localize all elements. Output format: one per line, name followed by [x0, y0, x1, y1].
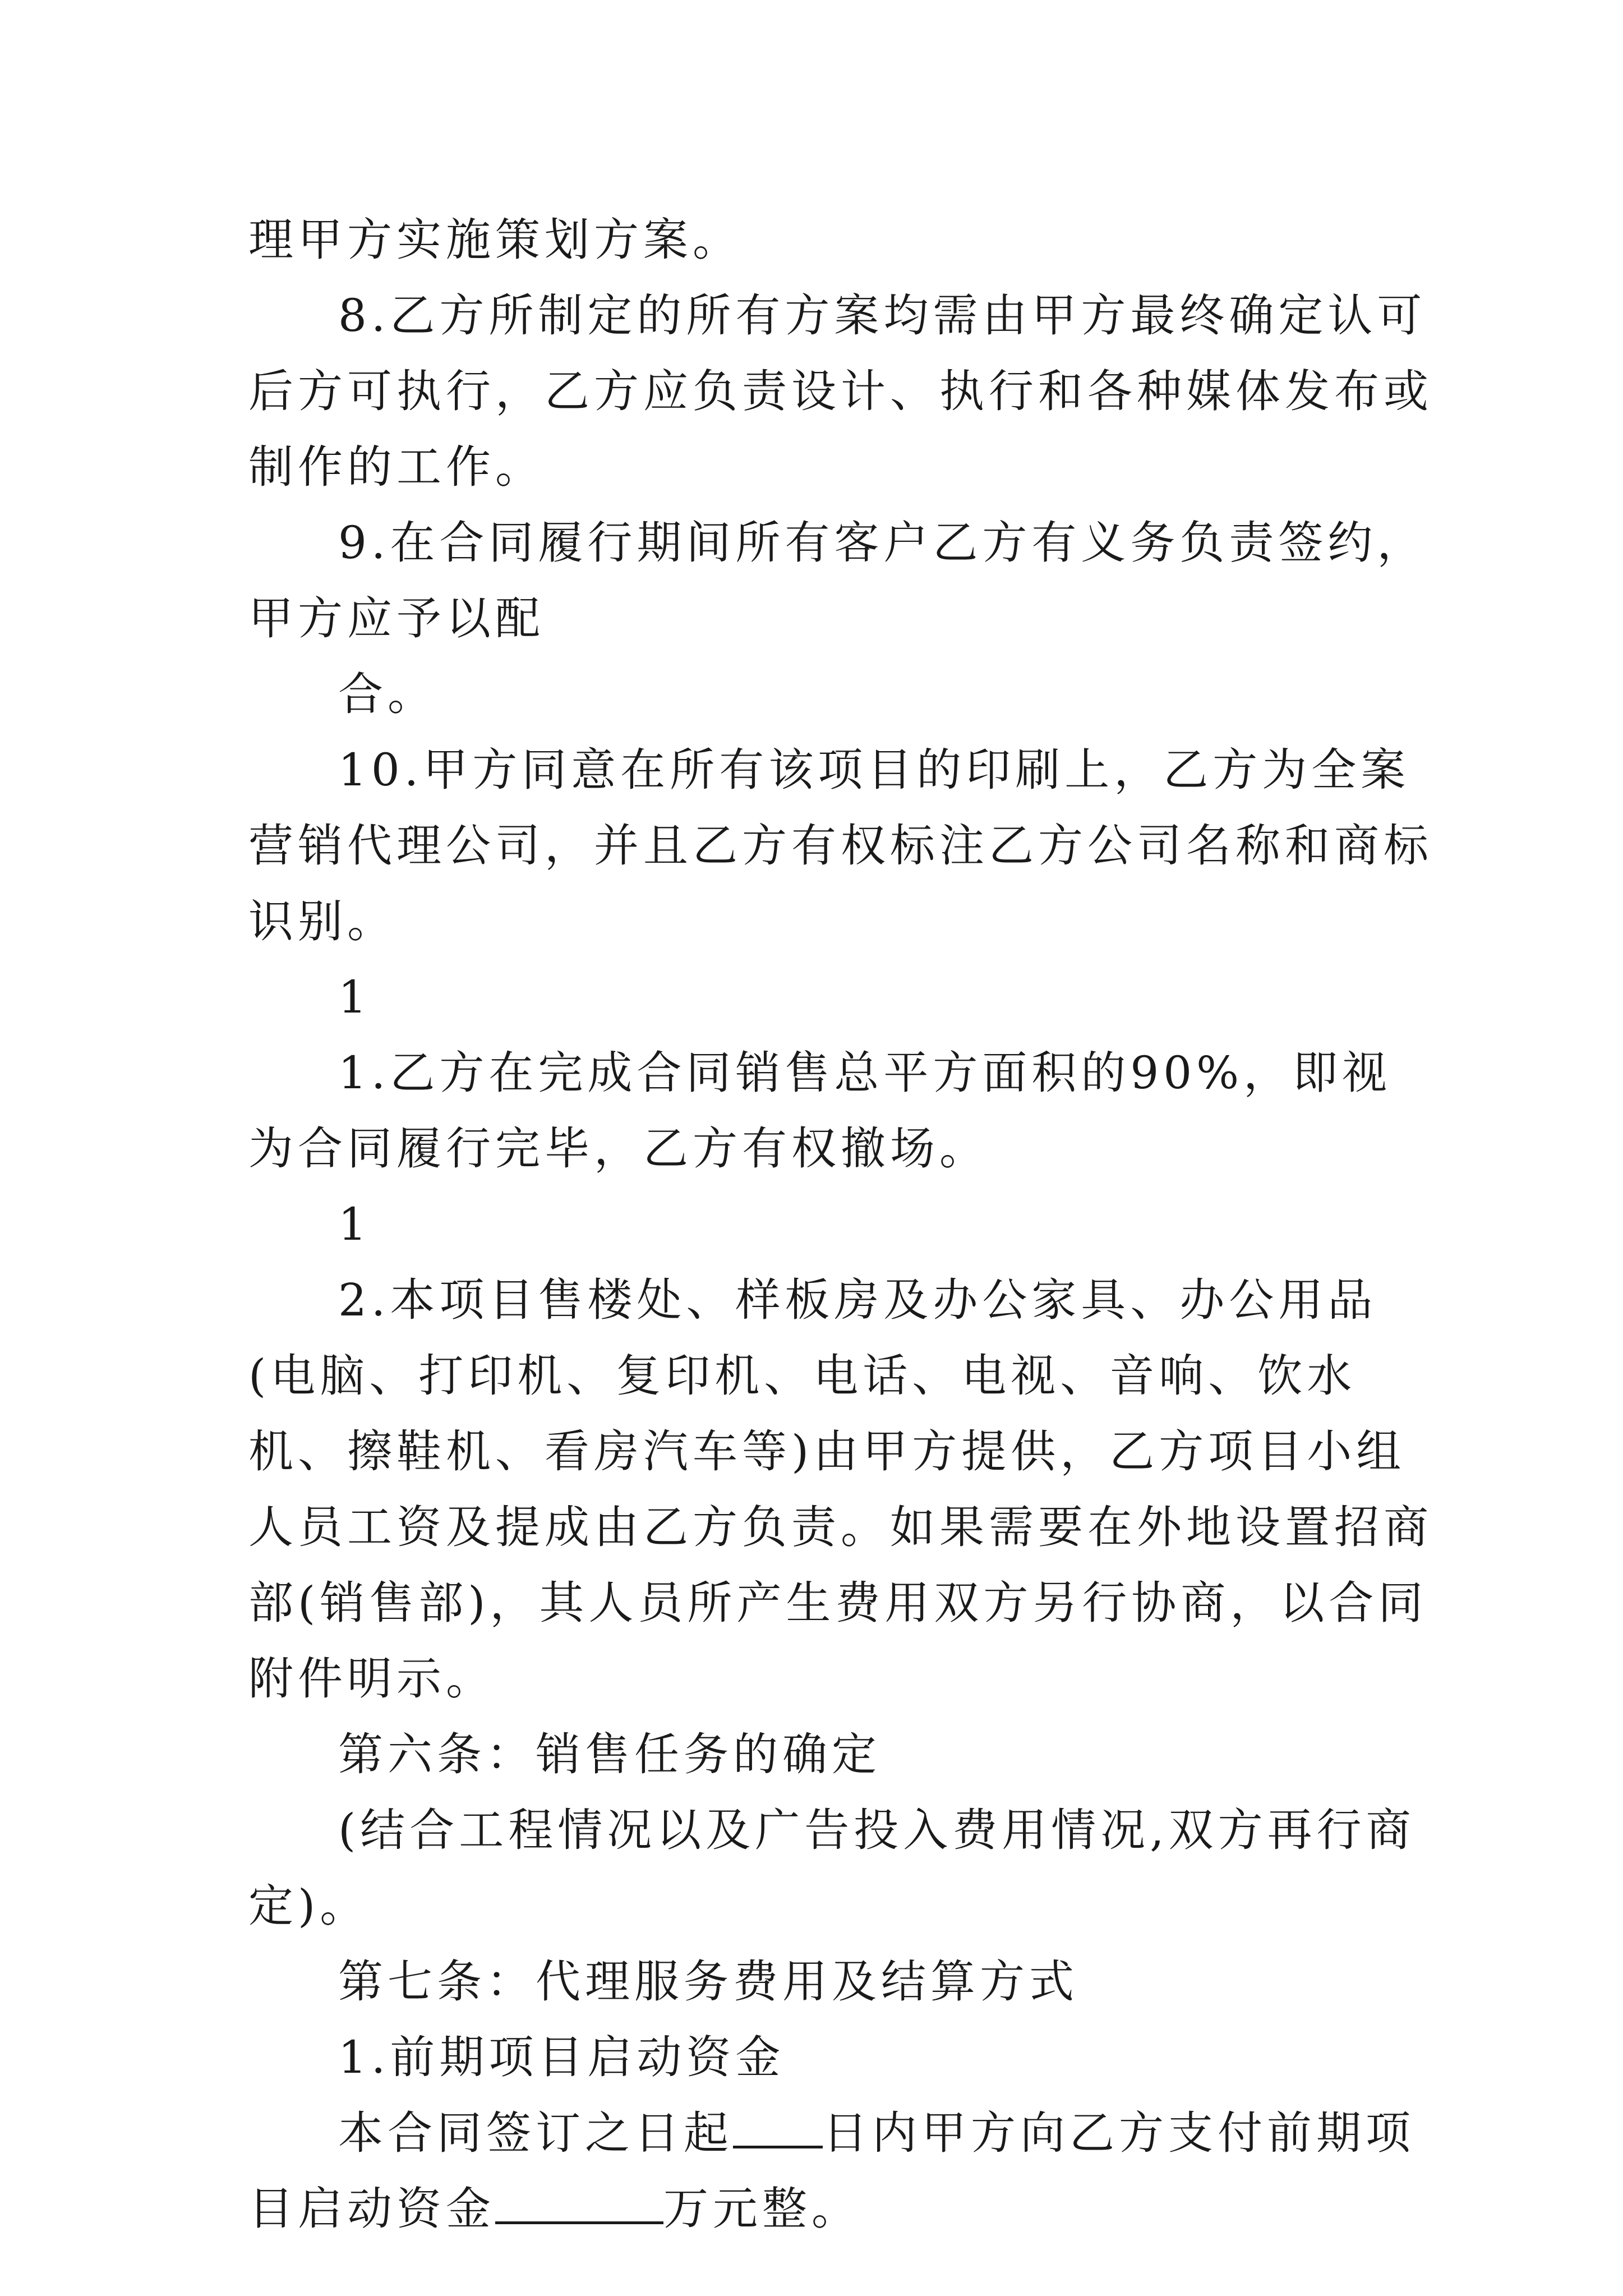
payment-clause-part3: 万元整。: [663, 2183, 861, 2235]
clause-11: 1.乙方在完成合同销售总平方面积的90%，即视为合同履行完毕，乙方有权撤场。: [248, 1047, 1392, 1175]
article-6-note: (结合工程情况以及广告投入费用情况,双方再行商定)。: [248, 1804, 1415, 1932]
days-blank[interactable]: [733, 2106, 823, 2148]
payment-clause-part1: 本合同签订之日起: [338, 2107, 733, 2159]
clause-9: 9.在合同履行期间所有客户乙方有义务负责签约，甲方应予以配: [248, 517, 1427, 645]
article-6-heading: 第六条：销售任务的确定: [338, 1728, 881, 1780]
clause-10: 10.甲方同意在所有该项目的印刷上，乙方为全案营销代理公司，并且乙方有权标注乙方公司名称和商标识别。: [248, 744, 1433, 947]
document-body: [248, 202, 1437, 2247]
amount-blank[interactable]: [495, 2182, 663, 2224]
clause-8: 8.乙方所制定的所有方案均需由甲方最终确定认可后方可执行，乙方应负责设计、执行和各种媒体发布或制作的工作。: [248, 289, 1433, 493]
paragraph-p0: 理甲方实施策划方案。: [248, 214, 742, 266]
payment-clause-part2: 日内甲方向乙方支付前期项目启动资金: [248, 2107, 1415, 2235]
article-7-item-1: 1.前期项目启动资金: [338, 2031, 785, 2083]
article-7-heading: 第七条：代理服务费用及结算方式: [338, 1955, 1078, 2008]
clause-9-continued: 合。: [338, 668, 437, 720]
payment-clause: [248, 2095, 1437, 2247]
clause-12-number: 1: [338, 1198, 371, 1250]
clause-12: 2.本项目售楼处、样板房及办公家具、办公用品(电脑、打印机、复印机、电话、电视、音响、饮水机、擦鞋机、看房汽车等)由甲方提供，乙方项目小组人员工资及提成由乙方负责。如果需要在外地设置招商部(销售部)，其人员所产生费用双方另行协商，以合同附件明示。: [248, 1274, 1433, 1705]
clause-11-number: 1: [338, 971, 371, 1023]
